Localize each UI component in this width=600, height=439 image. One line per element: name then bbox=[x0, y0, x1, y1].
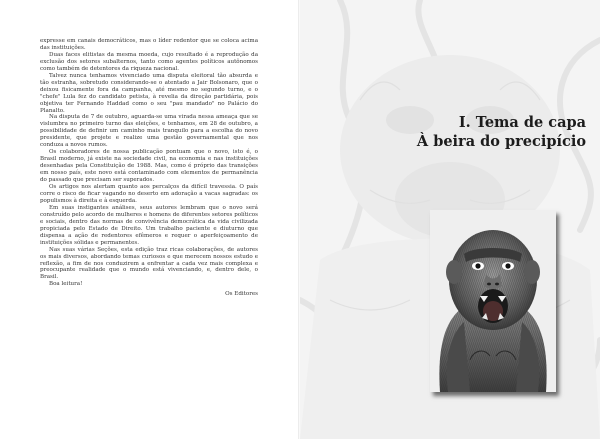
section-title: À beira do precipício bbox=[416, 133, 586, 150]
paragraph: expresse em canais democráticos, mas o líder redentor que se coloca acima das instituições. bbox=[40, 38, 258, 51]
gorilla-photo bbox=[430, 210, 556, 392]
greeting: Boa leitura! bbox=[49, 281, 83, 288]
paragraph: Talvez nunca tenhamos vivenciado uma disputa eleitoral tão absurda e tão estranha, sobretudo considerando-se o atentado a Jair Bolsonaro, que o deixou fisicamente fora da campanha, até mesmo no segundo turno, e o "chefe" Lula fez do candidato petista, à revelia da direção partidária, pois objetiva ter Fernando Haddad como o seu "pau mandado" no Palácio do Planalto. bbox=[40, 72, 258, 114]
paragraph: Na disputa de 7 de outubro, aguarda-se uma virada nessa ameaça que se vislumbra no primeiro turno das eleições, e tenhamos, em 28 de outubro, a possibilidade de definir um caminho mais tranquilo para a escolha do novo presidente, que projete e realize uma gestão governamental que nos conduza a novos rumos. bbox=[40, 114, 258, 149]
paragraph: Os artigos nos alertam quanto aos percalços da difícil travessia. O país corre o risco de ficar vagando no deserto em adoração a vacas sagradas: os populismos à direita e à esquerda. bbox=[40, 184, 258, 204]
paragraph: Em suas instigantes análises, seus autores lembram que o novo será construído pelo acordo de mulheres e homens de diferentes setores políticos e sociais, dentro das normas de convivência democrática da vida civilizada propiciada pelo Estado de Direito. Um trabalho paciente e diuturno que dispensa a ação de redentores efêmeros e requer o aperfeiçoamento de instituições sólidas e permanentes. bbox=[40, 204, 258, 246]
paragraph: Duas faces elitistas da mesma moeda, cujo resultado é a reprodução da exclusão dos setores subalternos, tanto como agentes políticos autônomos como também de detentores da riqueza nacional. bbox=[40, 51, 258, 72]
paragraph: Nas suas várias Seções, esta edição traz ricas colaborações, de autores os mais diversos, abordando temas curiosos e que merecem nossos estudo e reflexão, a fim de nos conduzirem a enfrentar a cada vez mais complexa e preocupante realidade que o mundo está vivenciando, e, dentro dele, o Brasil. bbox=[40, 246, 258, 281]
section-number: I. Tema de capa bbox=[458, 114, 586, 131]
signature: Os Editores bbox=[225, 291, 258, 298]
gorilla-illustration bbox=[430, 210, 556, 392]
editorial-text bbox=[40, 38, 258, 298]
paragraph: Os colaboradores de nossa publicação pontuam que o novo, isto é, o Brasil moderno, já existe na sociedade civil, na economia e nas instituições desenhadas pela Constituição de 1988. Mas, como é próprio das transições em nosso país, este novo está contaminado com elementos de permanência do passado que precisam ser superados. bbox=[40, 149, 258, 184]
section-heading bbox=[417, 113, 586, 151]
